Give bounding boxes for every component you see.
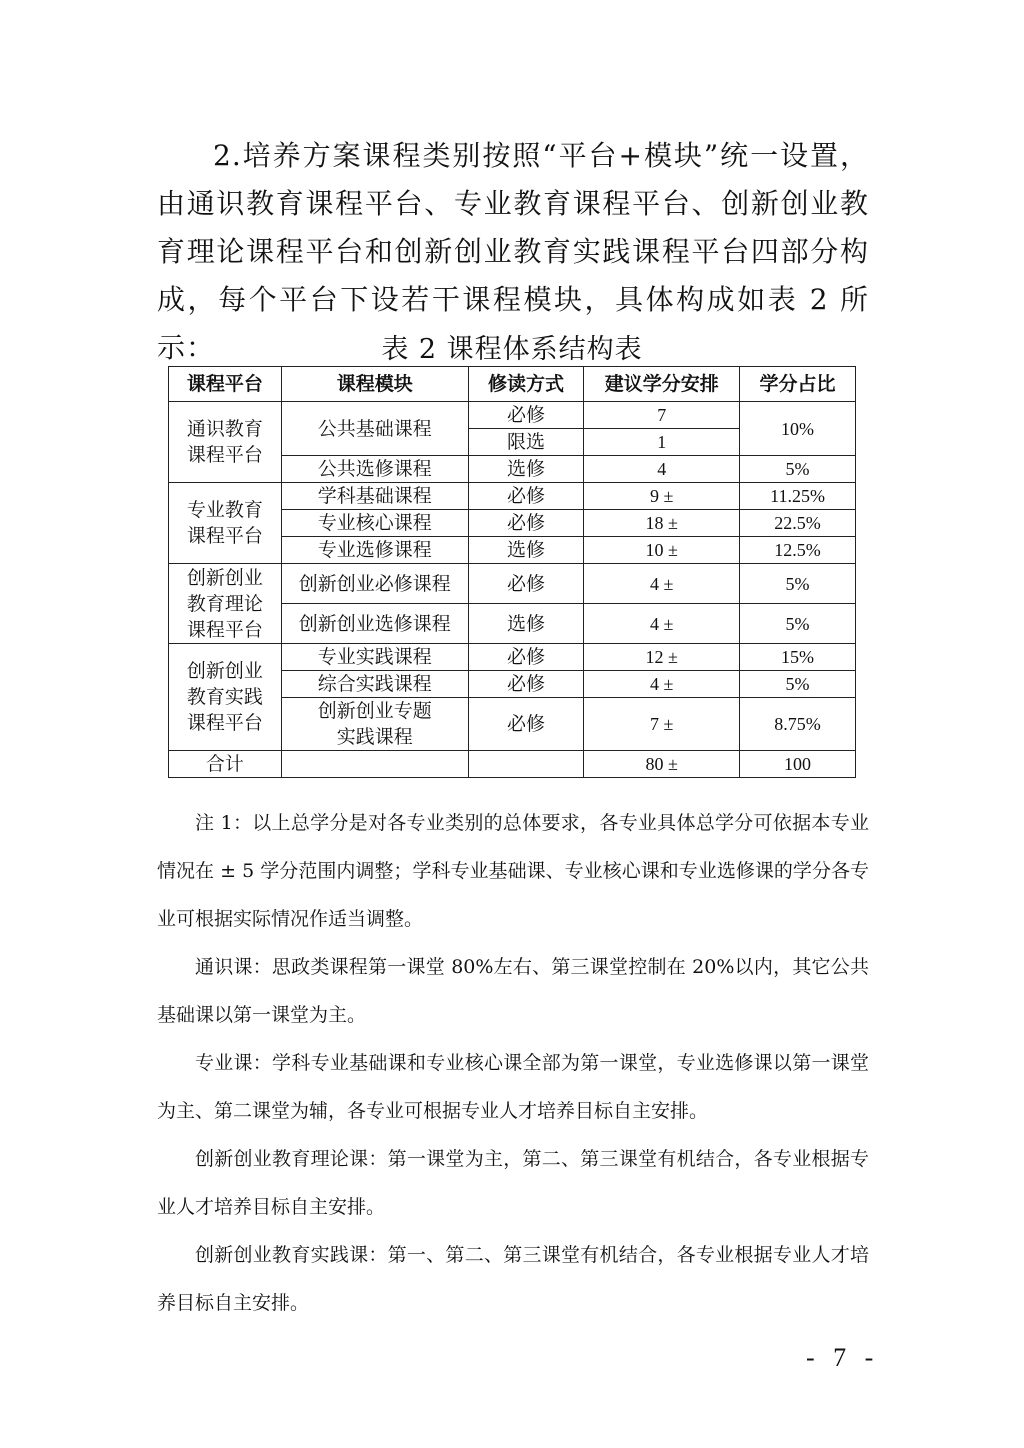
table-caption: 表 2 课程体系结构表 [381,334,643,365]
platform-cell: 专业教育课程平台 [169,483,282,564]
credit-cell: 9 ± [584,483,740,510]
mode-cell: 选修 [468,604,584,644]
total-label: 合计 [169,751,282,778]
ratio-cell: 5% [740,671,856,698]
total-empty-cell [468,751,584,778]
mode-cell: 限选 [468,429,584,456]
table-total-row [169,751,856,778]
credit-cell: 1 [584,429,740,456]
ratio-cell: 10% [740,402,856,456]
table-row [169,564,856,604]
module-cell: 创新创业专题实践课程 [281,698,468,751]
module-cell: 公共选修课程 [281,456,468,483]
header-module: 课程模块 [281,367,468,402]
module-cell: 学科基础课程 [281,483,468,510]
credit-cell: 12 ± [584,644,740,671]
module-cell: 专业实践课程 [281,644,468,671]
credit-cell: 4 ± [584,671,740,698]
ratio-cell: 11.25% [740,483,856,510]
intro-paragraph: 2.培养方案课程类别按照“平台+模块”统一设置，由通识教育课程平台、专业教育课程平台、创新创业教育理论课程平台和创新创业教育实践课程平台四部分构成，每个平台下设若干课程模块，具体构成如表 2 所示： [157,139,869,364]
page-number: - 7 - [806,1343,880,1372]
table-row [169,483,856,510]
header-platform: 课程平台 [169,367,282,402]
note-paragraph: 注 1：以上总学分是对各专业类别的总体要求，各专业具体总学分可依据本专业情况在 ± 5 学分范围内调整；学科专业基础课、专业核心课和专业选修课的学分各专业可根据实际情况作适当调整。 [157,812,869,930]
ratio-cell: 15% [740,644,856,671]
credit-cell: 4 [584,456,740,483]
module-cell: 专业选修课程 [281,537,468,564]
total-empty-cell [281,751,468,778]
ratio-cell: 5% [740,564,856,604]
credit-cell: 4 ± [584,604,740,644]
header-ratio: 学分占比 [740,367,856,402]
mode-cell: 必修 [468,671,584,698]
total-ratio: 100 [740,751,856,778]
module-cell: 创新创业选修课程 [281,604,468,644]
platform-cell: 创新创业教育实践课程平台 [169,644,282,751]
course-structure-table [168,366,856,778]
credit-cell: 7 [584,402,740,429]
credit-cell: 10 ± [584,537,740,564]
credit-cell: 18 ± [584,510,740,537]
table-row [169,644,856,671]
note-paragraph: 专业课：学科专业基础课和专业核心课全部为第一课堂，专业选修课以第一课堂为主、第二课堂为辅，各专业可根据专业人才培养目标自主安排。 [157,1052,869,1122]
ratio-cell: 8.75% [740,698,856,751]
mode-cell: 必修 [468,564,584,604]
ratio-cell: 5% [740,604,856,644]
note-paragraph: 创新创业教育理论课：第一课堂为主，第二、第三课堂有机结合，各专业根据专业人才培养目标自主安排。 [157,1148,869,1218]
header-mode: 修读方式 [468,367,584,402]
mode-cell: 必修 [468,510,584,537]
table-row [169,402,856,429]
mode-cell: 必修 [468,698,584,751]
notes-section [157,799,869,1327]
mode-cell: 选修 [468,456,584,483]
ratio-cell: 12.5% [740,537,856,564]
note-paragraph: 创新创业教育实践课：第一、第二、第三课堂有机结合，各专业根据专业人才培养目标自主安排。 [157,1244,869,1314]
credit-cell: 4 ± [584,564,740,604]
module-cell: 创新创业必修课程 [281,564,468,604]
mode-cell: 必修 [468,644,584,671]
note-paragraph: 通识课：思政类课程第一课堂 80%左右、第三课堂控制在 20%以内，其它公共基础课以第一课堂为主。 [157,956,869,1026]
credit-cell: 7 ± [584,698,740,751]
total-credit: 80 ± [584,751,740,778]
header-credits: 建议学分安排 [584,367,740,402]
mode-cell: 必修 [468,483,584,510]
table-header-row [169,367,856,402]
ratio-cell: 5% [740,456,856,483]
module-cell: 综合实践课程 [281,671,468,698]
mode-cell: 选修 [468,537,584,564]
ratio-cell: 22.5% [740,510,856,537]
platform-cell: 通识教育课程平台 [169,402,282,483]
platform-cell: 创新创业教育理论课程平台 [169,564,282,644]
module-cell: 专业核心课程 [281,510,468,537]
module-cell: 公共基础课程 [281,402,468,456]
mode-cell: 必修 [468,402,584,429]
